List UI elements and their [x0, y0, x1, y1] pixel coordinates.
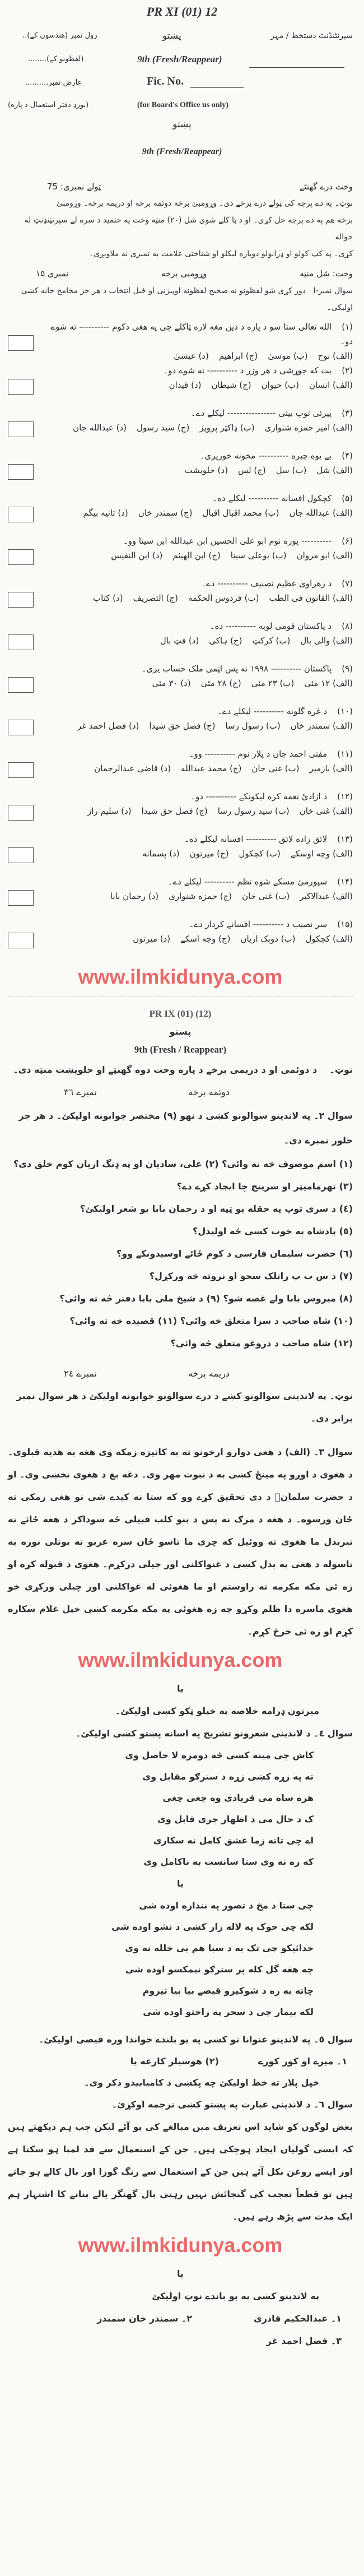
sub-question: (٥) بادشاه په خوب کښی څه اولیدل؟	[193, 1226, 353, 1236]
mcq-option: (ج) وچه اسکے	[180, 934, 231, 944]
or-label: یا	[176, 1683, 184, 1694]
question-5-items	[8, 2051, 353, 2093]
mcq-option: (ب) سل	[276, 465, 307, 475]
essay-option: (۲) هوسیلر کارغه یا	[130, 2056, 219, 2067]
poem-line: چاته به زه د شوکیرو قیصے بیا بیا تیروم	[142, 1985, 314, 1996]
mcq-options	[43, 548, 353, 563]
answer-box[interactable]	[8, 933, 34, 948]
mcq-options	[43, 676, 353, 691]
mcq-question	[43, 363, 353, 378]
mcq-option: (د) حلویشت	[184, 465, 228, 475]
paper-code: PR XI (01) 12	[146, 4, 218, 18]
question-6: سوال ٦۔ د لاندینی عبارت په پښتو کښی ترجمه اوکړئ۔	[111, 2099, 353, 2110]
question-number: (۷)	[342, 578, 353, 589]
question-3-alternative: میرتون ډرامه خلاصه په خپلو ټکو کښی اولیکئ۔	[115, 1706, 319, 1716]
question-number: (۵)	[342, 493, 353, 503]
fic-no-field[interactable]	[190, 87, 244, 88]
mcq-option: (ج) شیطان	[211, 380, 251, 390]
question-3: سوال ۳۔ (الف) د هغی دوارو ارخونو ته به کانیزه زمکه وی هغه به هدیه قبلوی۔ د هغوی د اوږو په مینځ کښی به د نبوت مهر وی۔ دغه بغ د هغوی نخښی وی۔ او د حضرت سلمانؓ د دی تحقیق کړے وو که ستا نه کیدے شی نو هغی زمکی ته ځان ورسوه۔ د هغه د مرګ نه پس د بنو کلب قبیلی څه سوداګر د هغه ځائے نه تیریدل ما هغوی ته ووئیل که چری ما تاسو ځان سره عربو ته بوتلی نوزه به تاسوله د هغی په بدل کښی د غنواکلنی اور چیلی درکړم۔ هغوی د قبوله کړه او زه ئی مکه مکرمه ته راوستم او ما هغوئی له غواکلنی اور چیلی ورکړی خو هغوی ماسره دا ظلم وکړو چه زه هغوئی په مکه مکرمه کښی خپل غلام سکاره کړم او زه ئی خرڅ کړم۔	[8, 1447, 353, 1637]
answer-box[interactable]	[8, 421, 34, 437]
mcq-option: (ب) فردوس الحکمه	[188, 593, 259, 603]
fic-no-label: Fic. No.	[147, 75, 184, 87]
answer-box[interactable]	[8, 379, 34, 395]
class-label: 9th (Fresh/Reappear)	[137, 54, 222, 64]
mcq-option: (د) رحمان بابا	[110, 891, 159, 901]
mcq-option: (ج) سید رسول	[136, 423, 190, 433]
superintendent-label: سپرنٹنڈنٹ دستخط / مہر	[270, 31, 353, 40]
mcq-option: (الف) وچه اوسکے	[290, 849, 353, 859]
mcq-option: (د) عیسیٰ	[174, 351, 209, 361]
mcq-item	[8, 704, 353, 747]
mcq-option: (د) فضل احمد غر	[77, 721, 139, 731]
sub-question: (٤) د سری توپ په حقله یو ټپه او د رحمان بابا یو شعر اولیکئ؟	[80, 1203, 353, 1214]
mcq-option: (ج) فضل حق شیدا	[149, 721, 216, 731]
mcq-question	[43, 619, 353, 633]
mcq-option: (الف) عبدالله جان	[289, 508, 353, 518]
answer-box[interactable]	[8, 592, 34, 608]
board-use-label: (for Board's Office us only)	[137, 101, 229, 109]
mcq-option: (ب) سید رسول رسا	[217, 806, 290, 816]
roll-number-digits-field[interactable]: رول نمبر (هندسوں کے)..	[22, 31, 97, 40]
mcq-option: (الف) عبدالاکبر	[300, 891, 353, 901]
mcq-item	[8, 832, 353, 874]
mcq-option: (ب) غنی خان	[242, 891, 290, 901]
mcq-option: (د) سلیم راز	[87, 806, 132, 816]
instructions-note	[8, 195, 353, 262]
mcq-options	[43, 349, 353, 363]
mcq-option: (ب) رسول رسا	[225, 721, 281, 731]
question-text: سر نصیب د ---------- افسانے کردار دے۔	[189, 919, 328, 929]
mcq-question	[43, 319, 353, 349]
section-3-note: نوټ۔ په لاندینی سوالونو کښے د درے سوالونو جوابونه اولیکئ د هر سوال نمبر برابر دی۔	[16, 1391, 353, 1424]
question-4: سوال ٤۔ د لاندینی شعرونو تشریح په اسانه پښتو کښی اولیکئ۔	[75, 1728, 353, 1739]
subject-title-3: پستو	[169, 1026, 192, 1037]
mcq-option: (ج) ہاکی	[209, 636, 242, 646]
section-title: وړومبی برخه	[161, 268, 207, 279]
mcq-item	[8, 363, 353, 406]
mcq-option: (ب) غنی خان	[251, 763, 300, 773]
answer-box[interactable]	[8, 805, 34, 821]
mcq-option: (الف) سمندر خان	[290, 721, 353, 731]
answer-box[interactable]	[8, 720, 34, 735]
question-number: (۲)	[342, 365, 353, 376]
mcq-option: (د) ثانیه بیگم	[83, 508, 128, 518]
poem-line: لکه بیمار چی د سحر په راختو اوده شی	[143, 2007, 314, 2017]
mcq-option: (د) قاضی عبدالرحمان	[94, 763, 171, 773]
poem-1	[8, 1745, 353, 1873]
question-text: کچکول افسانه ---------- لیکلے ده۔	[212, 493, 332, 503]
mcq-option: (الف) بازمیر	[309, 763, 353, 773]
mcq-item	[8, 319, 353, 363]
question-2-items	[8, 1153, 353, 1355]
answer-box[interactable]	[8, 634, 34, 650]
mcq-question	[43, 874, 353, 889]
question-text: د زهراوی عظیم تصنیف ---------- دے۔	[201, 578, 332, 589]
note-option: ۱۔ عبدالحکیم قادری	[254, 2313, 342, 2324]
note-line: نوټ۔ په دے پرچه کی ټولے درے برخے دی۔ وړومبئ برخه دوئمه برخه او دریمه برخه۔ وړومبئ	[56, 199, 353, 208]
time-label: وخت درے گھنٹے	[299, 182, 353, 192]
note-line: برخه هم په دے پرچه حل کړی۔ او د ټا کلے شوی شل (۲۰) منټه وخت په ختمید د سره لے سپرنټنډنټ له حواله	[24, 216, 353, 242]
answer-box[interactable]	[8, 549, 34, 565]
answer-box[interactable]	[8, 847, 34, 863]
mcq-item	[8, 448, 353, 491]
mcq-option: (ب) محمد اقبال اقبال	[202, 508, 279, 518]
sub-question: (۳) تهرمامیټر او سرینج چا ایجاد کړے دے؟	[176, 1181, 353, 1192]
note-options	[8, 2308, 353, 2352]
mcq-question	[43, 704, 353, 719]
subject-title: پښتو	[162, 30, 181, 41]
mcq-item	[8, 534, 353, 576]
mcq-option: (ج) حمزه شنواری	[169, 891, 232, 901]
answer-box[interactable]	[8, 677, 34, 693]
essay-option: ۱۔ میرے او کور کورے	[258, 2056, 347, 2067]
or-label: یا	[176, 2268, 184, 2279]
mcq-option: (الف) انسان	[309, 380, 353, 390]
translation-passage: بعض لوگوں کو شاید اس تعریف میں مبالغے کی بو آئے لیکن جب ہم دیکھتے ہیں کہ ایسی گولیاں ایجاد ہوچکی ہیں۔ جن کے استعمال سے قد لمبا ہو سکتا ہے اور ایسے روغن نکل آئے ہیں جن کے استعمال سے رنگ گورا اور بال کالے ہو جاتے ہیں تو قطعاً تعجب کی گنجائش نہیں رہتی بال گھنگر یالے بنانے کا اشتہار ہم ایک مدت سے پڑھ رہے ہیں۔	[8, 2121, 353, 2222]
mcq-options	[43, 463, 353, 478]
question-number: (۱۴)	[337, 877, 353, 887]
mcq-item	[8, 789, 353, 832]
note-label: نوټ۔	[329, 1064, 353, 1075]
mcq-question	[43, 576, 353, 591]
mcq-option: (ج) التصریف	[133, 593, 178, 603]
question-number: (۱۳)	[337, 834, 353, 844]
question-number: (۸)	[342, 621, 353, 631]
answer-box[interactable]	[8, 335, 34, 351]
objective-number-field[interactable]: عارض نمبر..........	[25, 78, 82, 87]
mcq-item	[8, 619, 353, 661]
question-text: پاکستان ---------- ۱۹۹۸ نه پس اټمی ملک حساب یږی۔	[141, 664, 332, 674]
mcq-option: (د) میرتون	[133, 934, 171, 944]
subject-title-2: پښتو	[172, 119, 192, 130]
mcq-item	[8, 491, 353, 534]
mcq-options	[43, 506, 353, 520]
poem-line: چه هغه گل کله پر سترګو نیمکسو اوده شی	[125, 1964, 314, 1975]
watermark: www.ilmkidunya.com	[78, 965, 283, 988]
mcq-option: (د) قیدان	[169, 380, 202, 390]
answer-box[interactable]	[8, 890, 34, 906]
mcq-option: (الف) ابو مروان	[296, 550, 353, 560]
question-text: د پاکستان قومی لوبه ---------- ده۔	[209, 621, 332, 631]
question-text: ---------- پوره نوم ابو علی الحسین ابن عبدالله ابن سینا وو۔	[123, 536, 332, 546]
question-number: (۱)	[342, 322, 353, 332]
section-marks: نمبری ۱۵	[36, 268, 69, 279]
poem-line: چی ستا د مخ د تصور په ننداره اوده شی	[139, 1900, 314, 1911]
mcq-options	[43, 633, 353, 648]
mcq-option: (ج) ۲۸ مئی	[200, 678, 241, 688]
mcq-question	[43, 534, 353, 548]
question-text: د غره گلونه ---------- لیکلے دے۔	[217, 706, 328, 716]
class-label-2: 9th (Fresh/Reappear)	[142, 147, 222, 156]
mcq-item	[8, 747, 353, 789]
mcq-option: (الف) والی بال	[300, 636, 353, 646]
part2-note	[8, 1059, 353, 1081]
mcq-options	[43, 761, 353, 776]
mcq-options	[43, 932, 353, 946]
poem-line: ته په زړه کښی زړه د سترګو مقابل وی	[142, 1771, 314, 1782]
sub-question: (٧) د س ب پ راتلک سحو او نروته څه ورکړل؟	[149, 1271, 353, 1281]
mcq-option: (ب) حیوان	[261, 380, 299, 390]
mcq-option: (ج) لس	[237, 465, 266, 475]
mcq-option: (ج) ابراهیم	[218, 351, 258, 361]
section-3-title: دریمه برخه	[188, 1368, 230, 1379]
mcq-item	[8, 917, 353, 960]
mcq-question	[43, 491, 353, 506]
sub-question: (٦) حضرت سلیمان فارسی د کوم ځائے اوسیدونکے وو؟	[116, 1248, 353, 1259]
mcq-option: (الف) نوح	[318, 351, 353, 361]
mcq-option: (د) ۳۰ مئی	[152, 678, 191, 688]
superintendent-signature-line[interactable]	[249, 67, 344, 68]
question-2: سوال ۲۔ په لاندینو سوالونو کښی د نهو (۹) مختصر جوابونه اولیکئ۔ د هر جز حلور نمبرے دی۔	[18, 1110, 353, 1146]
header-block	[0, 27, 364, 117]
mcq-option: (د) پسمانه	[142, 849, 180, 859]
poem-line: کاش چی مینه کښی څه دومره لا حاصل وی	[125, 1750, 314, 1760]
question-text: سپوږمئ مسکے شوه نظم ---------- لیکلے دے۔	[167, 877, 328, 887]
poem-line: لکه چی حوک په لاله زار کښی د نشو اوده شی	[111, 1921, 314, 1932]
mcq-question	[43, 661, 353, 676]
mcq-option: (الف) القانون فی الطب	[269, 593, 353, 603]
question-5: سوال ٥۔ په لاندینو عنوانا تو کښی په یو بلندے خواندا وره قیصی اولیکئ۔	[38, 2034, 353, 2045]
question-text: پیرئی توپ بیتی ---------------- لیکلے دے۔	[190, 408, 332, 418]
mcq-option: (ج) سمندر خان	[138, 508, 193, 518]
question-number: (۱۲)	[337, 791, 353, 801]
poem-line: هره ساه می فریادی وه چغی چغی	[162, 1792, 314, 1803]
question-number: (۱۰)	[337, 706, 353, 716]
mcq-item	[8, 406, 353, 448]
sub-question: (٨) میروس بابا ولے غصه شو؟ (۹) د شیخ ملی بابا دفتر څه ته وائی؟	[59, 1293, 353, 1304]
answer-box[interactable]	[8, 464, 34, 480]
mcq-question	[43, 832, 353, 846]
mcq-question	[43, 917, 353, 932]
mcq-option: (ج) فضل حق شیدا	[141, 806, 208, 816]
poem-line: ک د حال می د اظهار چری قابل وی	[157, 1814, 314, 1824]
question-1-header	[8, 282, 353, 316]
paper-code-2: PR IX (01) (12)	[149, 1008, 212, 1019]
section-2-marks: نمبرے ۳٦	[64, 1087, 97, 1097]
mcq-option: (ج) میرتون	[189, 849, 229, 859]
board-use-urdu-label: (بورډ دفتر استعمال د پاره)	[8, 101, 89, 109]
mcq-option: (الف) ۱۲ مئی	[304, 678, 353, 688]
mcq-option: (الف) کچکول	[305, 934, 353, 944]
mcq-item	[8, 874, 353, 917]
watermark: www.ilmkidunya.com	[78, 2234, 283, 2257]
mcq-item	[8, 661, 353, 704]
mcq-option: (الف) شل	[316, 465, 353, 475]
mcq-options	[43, 591, 353, 605]
mcq-options	[43, 378, 353, 392]
or-label: یا	[176, 1878, 184, 1889]
poem-2	[8, 1895, 353, 2023]
answer-box[interactable]	[8, 507, 34, 522]
answer-box[interactable]	[8, 762, 34, 778]
note-text: د دوئمی او د دریمی برخے د پاره وخت دوه گهنټے او حلویښت منټه دی۔	[13, 1064, 318, 1075]
note-option: ۳۔ فضل احمد غر	[266, 2336, 342, 2346]
poem-line: که زه نه وی ستا سانست به ناکامل وی	[143, 1856, 314, 1867]
question-number: (۶)	[342, 536, 353, 546]
mcq-option: (د) عبدالله جان	[73, 423, 127, 433]
section-2-title: دوئمه برخه	[188, 1087, 230, 1097]
question-number: (۱۱)	[337, 749, 353, 759]
mcq-option: (ب) کچکول	[239, 849, 281, 859]
mcq-options	[43, 889, 353, 904]
question-text: الله تعالی ستا سو د پاره د دین مغه لاره ټاکلے چی په هغی دکوم ---------- ته شوے دو۔	[50, 322, 353, 346]
question-text: لائق زاده لائق ---------- افسانه لیکلے ده۔	[184, 834, 328, 844]
question-number: (۱۵)	[337, 919, 353, 929]
sub-question: (۱) اسم موصوف څه ته وائی؟ (۲) علی، سادیان او په ډنگ اریان کوم خلق دی؟	[13, 1159, 353, 1169]
mcq-question	[43, 747, 353, 761]
question-number: (۹)	[342, 664, 353, 674]
mcq-option: (ج) ابن الهیثم	[172, 550, 221, 560]
question-text: بت که جوړشی د هر وزر د ---------- ته شوے دو۔	[163, 365, 332, 376]
mcq-option: (د) فټ بال	[160, 636, 199, 646]
question-number: (۴)	[342, 451, 353, 461]
mcq-option: (د) کتاب	[93, 593, 123, 603]
paper-body	[0, 178, 364, 2352]
mcq-option: (ب) ۲۳ مئی	[251, 678, 295, 688]
mcq-option: (ب) ډاکټر پرویز	[199, 423, 255, 433]
essay-option: خپل پلار ته خط اولیکئ چه پکښی د کامیابیدو ذکر وی۔	[84, 2077, 319, 2088]
section-time: وخت: شل منټه	[300, 268, 353, 279]
mcq-options	[43, 846, 353, 861]
mcq-item	[8, 576, 353, 619]
mcq-option: (د) ابن النفیس	[111, 550, 163, 560]
mcq-options	[43, 420, 353, 435]
section-3-marks: نمبرے ۲٤	[64, 1368, 97, 1379]
note-line: کړی۔ په کټ کولو او ډرانولو دوباره لیکلو او شناختی علامت به نمبری نه ملاویږی۔	[88, 249, 353, 258]
question-text: د ازادئ نغمه کره لیکونکے ---------- دو۔	[190, 791, 328, 801]
sub-question: (۱۲) شاه صاحب د دروغو متعلق څه وائی؟	[170, 1338, 353, 1349]
sub-question: (۱۰) شاه صاحب د سزا متعلق څه وائی؟ (۱۱) قصیده څه ته وائی؟	[69, 1315, 353, 1326]
mcq-question	[43, 406, 353, 420]
mcq-list	[8, 319, 353, 960]
mcq-option: (ب) بوعلی سینا	[230, 550, 287, 560]
roll-number-words-field[interactable]: (لفظونو کے)........	[28, 55, 84, 63]
mcq-option: (الف) امیر حمزه شنواری	[264, 423, 353, 433]
poem-line: اے چی تاته زما عشق کامل نه سکاری	[153, 1835, 314, 1846]
total-marks-label: ټولے نمبری: 75	[47, 182, 101, 192]
mcq-question	[43, 789, 353, 804]
class-label-3: 9th (Fresh / Reappear)	[134, 1044, 227, 1055]
mcq-option: (ج) محمد عبدالله	[181, 763, 242, 773]
question-text: بے یوه چیره ---------- مخونه خوریږی۔	[199, 451, 332, 461]
mcq-question	[43, 448, 353, 463]
watermark: www.ilmkidunya.com	[78, 1648, 283, 1671]
question-text: دور کړی شو لفظونو نه صحیح لفظونه اوپیژنی او ځیل انتخاب د هر جز مخامخ خانه کښی اولیکی۔	[21, 286, 353, 312]
note-option: ۲۔ سمندر خان سمندر	[97, 2313, 193, 2324]
question-number: سوال نمبر-I	[313, 286, 353, 295]
question-text: مفتی احمد جان د پلار نوم ---------- وو۔	[189, 749, 328, 759]
mcq-option: (الف) غنی خان	[299, 806, 353, 816]
mcq-option: (ب) موسیٰ	[268, 351, 308, 361]
note-question: په لاندینو کښی په یو باندے نوټ اولیکئ	[152, 2291, 319, 2301]
mcq-option: (ب) دوبک اریان	[240, 934, 296, 944]
poem-line: خدائیکو چی تک به د سبا هم بی خلله نه وی	[125, 1943, 314, 1953]
mcq-options	[43, 804, 353, 818]
mcq-options	[43, 719, 353, 733]
mcq-option: (ب) کرکټ	[252, 636, 291, 646]
question-number: (۳)	[342, 408, 353, 418]
